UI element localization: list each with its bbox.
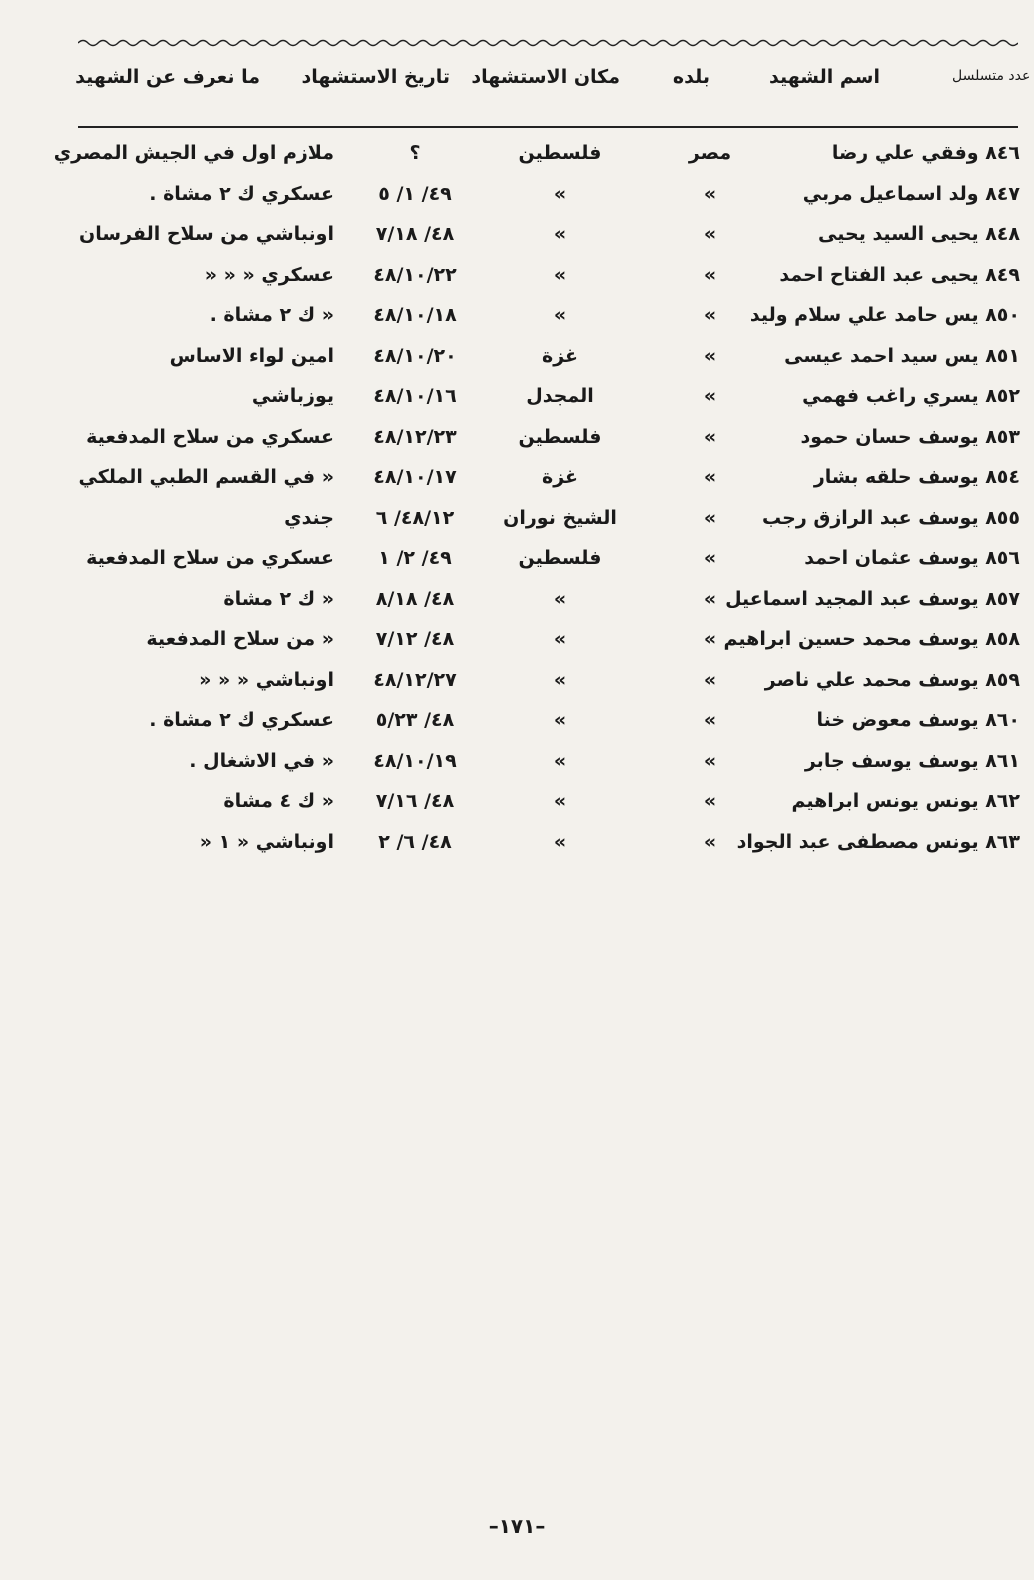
- cell-date-of-death: ٤٨/١٠/١٦: [373, 385, 457, 407]
- cell-place-of-death: «: [553, 668, 567, 691]
- cell-date-of-death: ٤٨/ ٧/١٦: [375, 790, 455, 812]
- cell-known-info: عسكري من سلاح المدفعية: [86, 547, 334, 569]
- header-place-of-death: مكان الاستشهاد: [471, 66, 620, 88]
- header-town: بلده: [672, 66, 710, 88]
- table-row: [0, 663, 1034, 704]
- cell-town: «: [703, 587, 717, 610]
- cell-date-of-death: ٤٨/١٠/٢٢: [373, 263, 457, 286]
- cell-martyr-name: ٨٤٩ يحيى عبد الفتاح احمد: [779, 263, 1020, 286]
- table-row: [0, 582, 1034, 623]
- table-row: [0, 784, 1034, 825]
- cell-place-of-death: «: [553, 790, 567, 812]
- cell-place-of-death: «: [553, 304, 567, 326]
- cell-date-of-death: ٤٩/ ٢/ ١: [378, 547, 452, 569]
- cell-known-info: « في القسم الطبي الملكي: [78, 466, 334, 488]
- cell-martyr-name: ٨٥٠ يس حامد علي سلام وليد: [749, 304, 1020, 326]
- cell-known-info: « ك ٢ مشاة: [223, 587, 334, 610]
- cell-known-info: عسكري « « «: [204, 263, 334, 286]
- cell-town: «: [703, 668, 717, 691]
- cell-town: «: [703, 709, 717, 731]
- cell-town: «: [703, 425, 717, 448]
- cell-known-info: اونباشي « ١ «: [199, 830, 334, 853]
- table-row: [0, 420, 1034, 461]
- cell-martyr-name: ٨٥٣ يوسف حسان حمود: [800, 425, 1020, 448]
- cell-martyr-name: ٨٥٧ يوسف عبد المجيد اسماعيل: [725, 587, 1020, 610]
- cell-date-of-death: ٤٨/١٠/١٩: [373, 749, 457, 772]
- header-serial-number: عدد متسلسل: [952, 68, 1031, 84]
- table-row: [0, 825, 1034, 866]
- cell-martyr-name: ٨٥٩ يوسف محمد علي ناصر: [764, 668, 1020, 691]
- header-martyr-name: اسم الشهيد: [769, 66, 880, 88]
- cell-martyr-name: ٨٦٣ يونس مصطفى عبد الجواد: [736, 830, 1020, 853]
- table-row: [0, 622, 1034, 663]
- table-row: [0, 298, 1034, 339]
- cell-place-of-death: المجدل: [526, 385, 594, 407]
- cell-place-of-death: غزة: [541, 466, 578, 488]
- cell-date-of-death: ٤٨/١٠/١٧: [373, 466, 457, 488]
- cell-town: مصر: [688, 142, 732, 164]
- cell-date-of-death: ٤٨/ ٥/٢٣: [375, 709, 455, 731]
- cell-date-of-death: ٤٨/ ٧/١٨: [375, 223, 455, 245]
- cell-town: «: [703, 790, 717, 812]
- cell-town: «: [703, 304, 717, 326]
- cell-known-info: « من سلاح المدفعية: [146, 628, 334, 650]
- cell-known-info: اونباشي من سلاح الفرسان: [79, 223, 334, 245]
- cell-place-of-death: فلسطين: [518, 547, 602, 569]
- cell-place-of-death: غزة: [541, 344, 578, 367]
- cell-place-of-death: «: [553, 182, 567, 205]
- cell-place-of-death: «: [553, 587, 567, 610]
- table-row: [0, 744, 1034, 785]
- cell-date-of-death: ٤٩/ ١/ ٥: [378, 182, 452, 205]
- cell-known-info: عسكري ك ٢ مشاة .: [149, 182, 334, 205]
- cell-martyr-name: ٨٤٨ يحيى السيد يحيى: [818, 223, 1020, 245]
- cell-martyr-name: ٨٤٦ وفقي علي رضا: [831, 142, 1020, 164]
- cell-date-of-death: ٤٨/١٢/٢٧: [373, 668, 457, 691]
- cell-martyr-name: ٨٦٢ يونس يونس ابراهيم: [791, 790, 1020, 812]
- cell-known-info: جندي: [284, 506, 334, 529]
- cell-known-info: « ك ٢ مشاة .: [209, 304, 334, 326]
- cell-martyr-name: ٨٥١ يس سيد احمد عيسى: [784, 344, 1020, 367]
- table-row: [0, 379, 1034, 420]
- cell-date-of-death: ٤٨/ ٦/ ٢: [378, 830, 452, 853]
- cell-town: «: [703, 344, 717, 367]
- cell-martyr-name: ٨٥٦ يوسف عثمان احمد: [804, 547, 1020, 569]
- cell-place-of-death: فلسطين: [518, 142, 602, 164]
- cell-known-info: اونباشي « « «: [199, 668, 334, 691]
- cell-martyr-name: ٨٥٥ يوسف عبد الرازق رجب: [762, 506, 1020, 529]
- cell-date-of-death: ؟: [409, 142, 421, 164]
- table-row: [0, 217, 1034, 258]
- cell-place-of-death: فلسطين: [518, 425, 602, 448]
- cell-place-of-death: «: [553, 628, 567, 650]
- cell-date-of-death: ٤٨/ ٧/١٢: [375, 628, 455, 650]
- table-row: [0, 460, 1034, 501]
- table-row: [0, 136, 1034, 177]
- cell-martyr-name: ٨٥٢ يسري راغب فهمي: [802, 385, 1020, 407]
- cell-place-of-death: «: [553, 749, 567, 772]
- cell-martyr-name: ٨٥٤ يوسف حلقه بشار: [813, 466, 1020, 488]
- cell-known-info: امين لواء الاساس: [169, 344, 334, 367]
- header-known-info: ما نعرف عن الشهيد: [75, 66, 260, 88]
- page-number: –١٧١–: [488, 1514, 546, 1538]
- cell-known-info: « في الاشغال .: [189, 749, 334, 772]
- cell-martyr-name: ٨٥٨ يوسف محمد حسين ابراهيم: [723, 628, 1020, 650]
- cell-town: «: [703, 223, 717, 245]
- table-row: [0, 541, 1034, 582]
- cell-date-of-death: ٤٨/١٠/١٨: [373, 304, 457, 326]
- cell-date-of-death: ٤٨/١٢/٢٣: [373, 425, 457, 448]
- cell-known-info: ملازم اول في الجيش المصري: [53, 142, 334, 164]
- cell-date-of-death: ٤٨/١٢/ ٦: [375, 506, 455, 529]
- table-row: [0, 501, 1034, 542]
- martyrs-table-body: [0, 136, 1034, 865]
- cell-date-of-death: ٤٨/١٠/٢٠: [373, 344, 457, 367]
- table-header: [70, 56, 1031, 128]
- cell-martyr-name: ٨٦٠ يوسف معوض خنا: [816, 709, 1020, 731]
- cell-town: «: [703, 830, 717, 853]
- cell-town: «: [703, 263, 717, 286]
- cell-known-info: عسكري ك ٢ مشاة .: [149, 709, 334, 731]
- cell-place-of-death: «: [553, 830, 567, 853]
- table-row: [0, 339, 1034, 380]
- cell-known-info: يوزباشي: [251, 385, 334, 407]
- cell-town: «: [703, 749, 717, 772]
- cell-place-of-death: «: [553, 223, 567, 245]
- cell-martyr-name: ٨٦١ يوسف يوسف جابر: [804, 749, 1020, 772]
- cell-place-of-death: الشيخ نوران: [503, 506, 617, 529]
- cell-town: «: [703, 547, 717, 569]
- cell-known-info: « ك ٤ مشاة: [223, 790, 334, 812]
- cell-town: «: [703, 385, 717, 407]
- cell-town: «: [703, 506, 717, 529]
- header-date-of-death: تاريخ الاستشهاد: [301, 66, 450, 88]
- header-divider: [78, 126, 1018, 128]
- decorative-wavy-rule: [78, 36, 1018, 50]
- cell-known-info: عسكري من سلاح المدفعية: [86, 425, 334, 448]
- table-row: [0, 258, 1034, 299]
- cell-town: «: [703, 628, 717, 650]
- cell-date-of-death: ٤٨/ ٨/١٨: [375, 587, 455, 610]
- cell-martyr-name: ٨٤٧ ولد اسماعيل مربي: [802, 182, 1020, 205]
- table-row: [0, 703, 1034, 744]
- cell-town: «: [703, 182, 717, 205]
- cell-town: «: [703, 466, 717, 488]
- cell-place-of-death: «: [553, 263, 567, 286]
- table-row: [0, 177, 1034, 218]
- cell-place-of-death: «: [553, 709, 567, 731]
